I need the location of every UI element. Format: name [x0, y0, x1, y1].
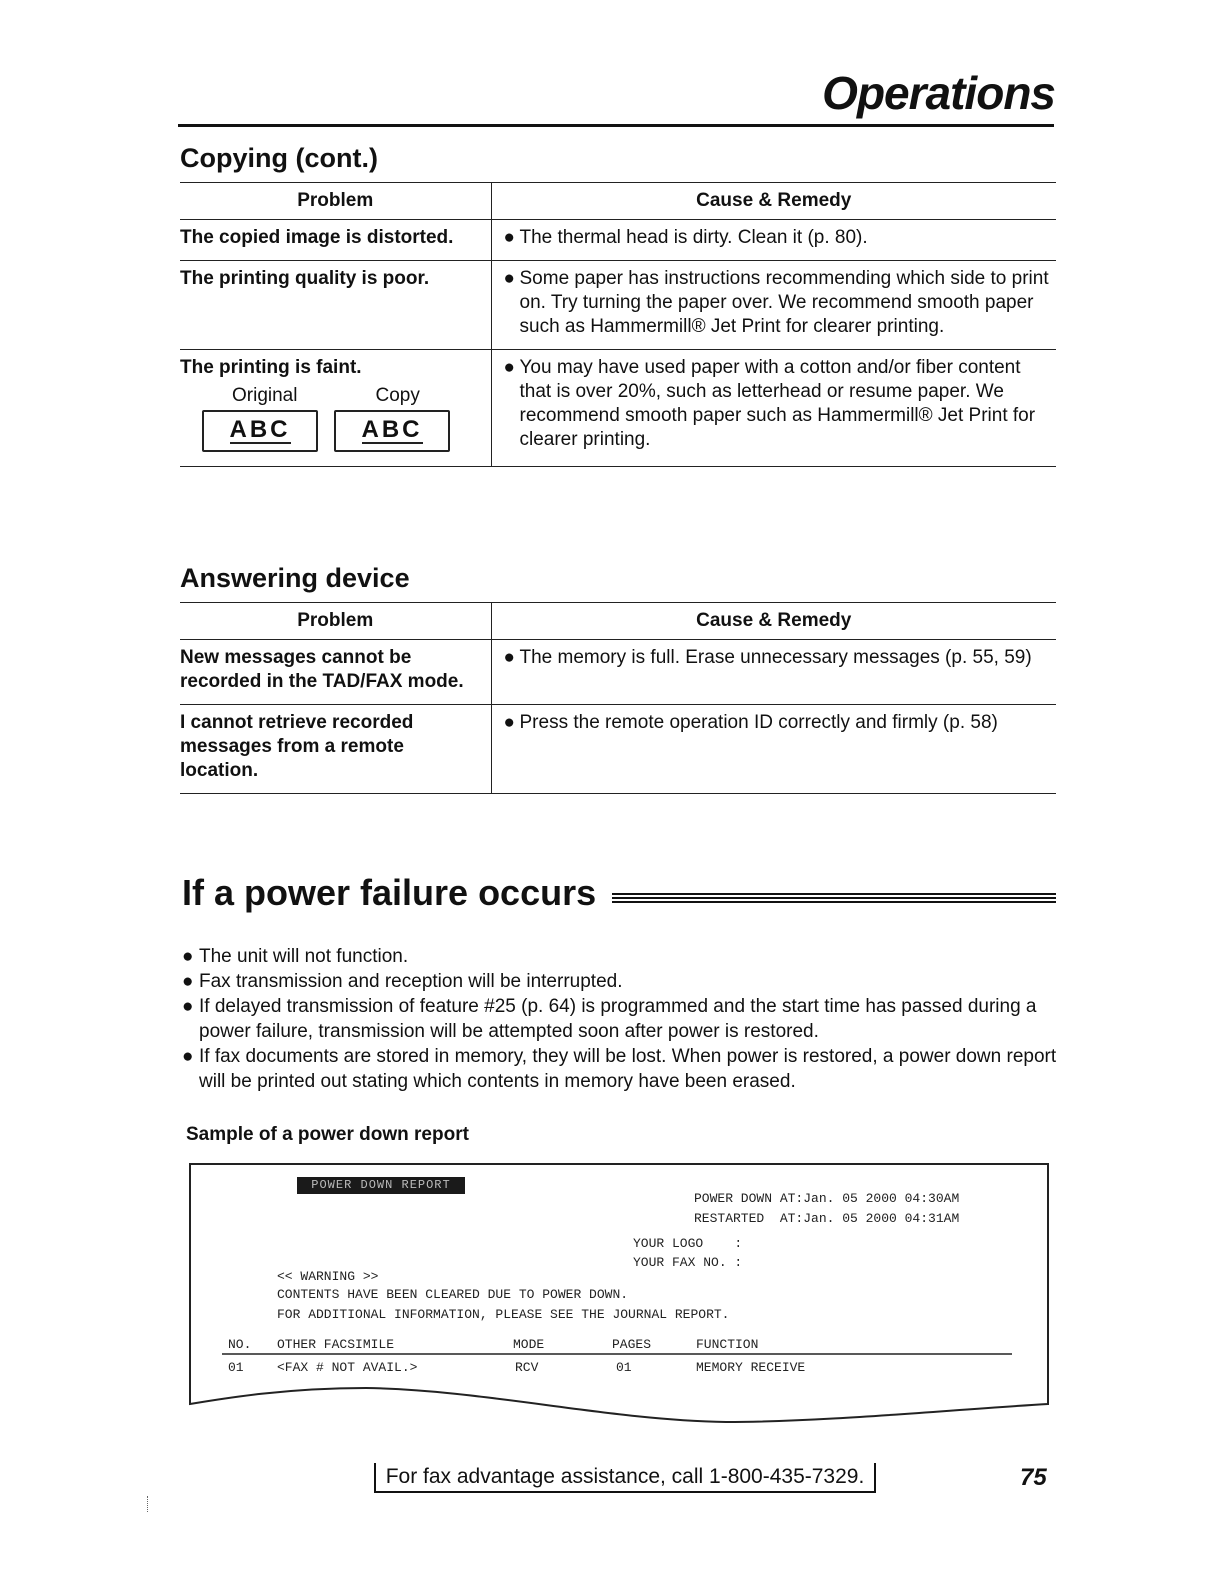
bullet-icon: ● [182, 1046, 194, 1067]
restarted-time: RESTARTED AT:Jan. 05 2000 04:31AM [694, 1211, 960, 1226]
heading-rule-lines [612, 893, 1056, 907]
power-down-time: POWER DOWN AT:Jan. 05 2000 04:30AM [694, 1191, 960, 1206]
copy-sample-box [334, 410, 450, 452]
row-mode: RCV [515, 1360, 539, 1375]
copy-sample-text: ABC [361, 416, 423, 443]
bullet-icon: ● [182, 996, 194, 1017]
bullet-icon: ● [503, 268, 515, 289]
power-failure-heading: If a power failure occurs [182, 872, 597, 913]
remedy-cell: You may have used paper with a cotton and/or fiber content that is over 20%, such as letterhead or resume paper. We recommend smooth paper such as Hammermill® Jet Print for clearer printing. [519, 357, 1036, 450]
column-header-function: FUNCTION [696, 1337, 759, 1352]
list-item-text: If delayed transmission of feature #25 (p. 64) is programmed and the start time has passed during a power failure, transmission will be attempted soon after power is restored. [199, 996, 1037, 1042]
copy-label: Copy [375, 385, 420, 406]
power-down-report [186, 1160, 1056, 1420]
column-header-remedy: Cause & Remedy [491, 603, 1056, 640]
column-header-problem: Problem [180, 603, 491, 640]
remedy-cell: Press the remote operation ID correctly and firmly (p. 58) [519, 712, 998, 733]
column-header-mode: MODE [513, 1337, 545, 1352]
remedy-cell: The thermal head is dirty. Clean it (p. 80). [519, 227, 868, 248]
answering-table [180, 602, 1056, 794]
problem-cell: New messages cannot be recorded in the TAD/FAX mode. [180, 640, 491, 705]
row-function: MEMORY RECEIVE [696, 1360, 806, 1375]
table-row [180, 640, 1056, 705]
page-title: Operations [822, 67, 1055, 119]
bullet-icon: ● [503, 712, 515, 733]
list-item [182, 994, 1062, 1044]
header-rule [178, 124, 1054, 127]
answering-heading: Answering device [180, 563, 410, 593]
margin-mark [147, 1496, 149, 1512]
copying-table [180, 182, 1056, 467]
table-row [180, 261, 1056, 350]
copying-heading: Copying (cont.) [180, 143, 378, 173]
power-failure-list [182, 944, 1062, 1094]
list-item-text: The unit will not function. [199, 946, 409, 967]
bullet-icon: ● [182, 946, 194, 967]
bullet-icon: ● [182, 971, 194, 992]
list-item-text: If fax documents are stored in memory, they will be lost. When power is restored, a power down report will be printed out stating which contents in memory have been erased. [199, 1046, 1057, 1092]
column-header-other-facsimile: OTHER FACSIMILE [277, 1337, 395, 1352]
original-sample-text: ABC [229, 416, 291, 443]
problem-cell: The copied image is distorted. [180, 220, 491, 261]
row-other-facsimile: <FAX # NOT AVAIL.> [277, 1360, 418, 1375]
page-number: 75 [1020, 1464, 1047, 1491]
additional-info-text: FOR ADDITIONAL INFORMATION, PLEASE SEE THE JOURNAL REPORT. [277, 1307, 730, 1322]
original-label: Original [232, 385, 298, 406]
column-header-problem: Problem [180, 183, 491, 220]
list-item [182, 969, 1062, 994]
report-title: POWER DOWN REPORT [297, 1177, 465, 1194]
problem-cell: I cannot retrieve recorded messages from a remote location. [180, 705, 491, 794]
your-fax-no-line: YOUR FAX NO. : [633, 1255, 743, 1270]
cleared-text: CONTENTS HAVE BEEN CLEARED DUE TO POWER DOWN. [277, 1287, 629, 1302]
column-header-pages: PAGES [612, 1337, 652, 1352]
warning-text: << WARNING >> [277, 1269, 379, 1284]
your-logo-line: YOUR LOGO : [633, 1236, 743, 1251]
problem-cell: The printing is faint. [180, 357, 362, 378]
assistance-banner: For fax advantage assistance, call 1-800-435-7329. [374, 1463, 876, 1493]
bullet-icon: ● [503, 227, 515, 248]
sample-report-heading: Sample of a power down report [186, 1124, 469, 1145]
list-item [182, 1044, 1062, 1094]
bullet-icon: ● [503, 647, 515, 668]
list-item [182, 944, 1062, 969]
remedy-cell: Some paper has instructions recommending which side to print on. Try turning the paper over. We recommend smooth paper such as Hammermill® Jet Print for clearer printing. [519, 268, 1049, 337]
original-sample-box [202, 410, 318, 452]
table-row [180, 705, 1056, 794]
column-header-remedy: Cause & Remedy [491, 183, 1056, 220]
table-row [180, 220, 1056, 261]
bullet-icon: ● [503, 357, 515, 378]
list-item-text: Fax transmission and reception will be interrupted. [199, 971, 623, 992]
table-row [180, 350, 1056, 467]
row-no: 01 [228, 1360, 244, 1375]
column-header-no: NO. [228, 1337, 252, 1352]
remedy-cell: The memory is full. Erase unnecessary messages (p. 55, 59) [519, 647, 1032, 668]
row-pages: 01 [616, 1360, 632, 1375]
problem-cell: The printing quality is poor. [180, 261, 491, 350]
